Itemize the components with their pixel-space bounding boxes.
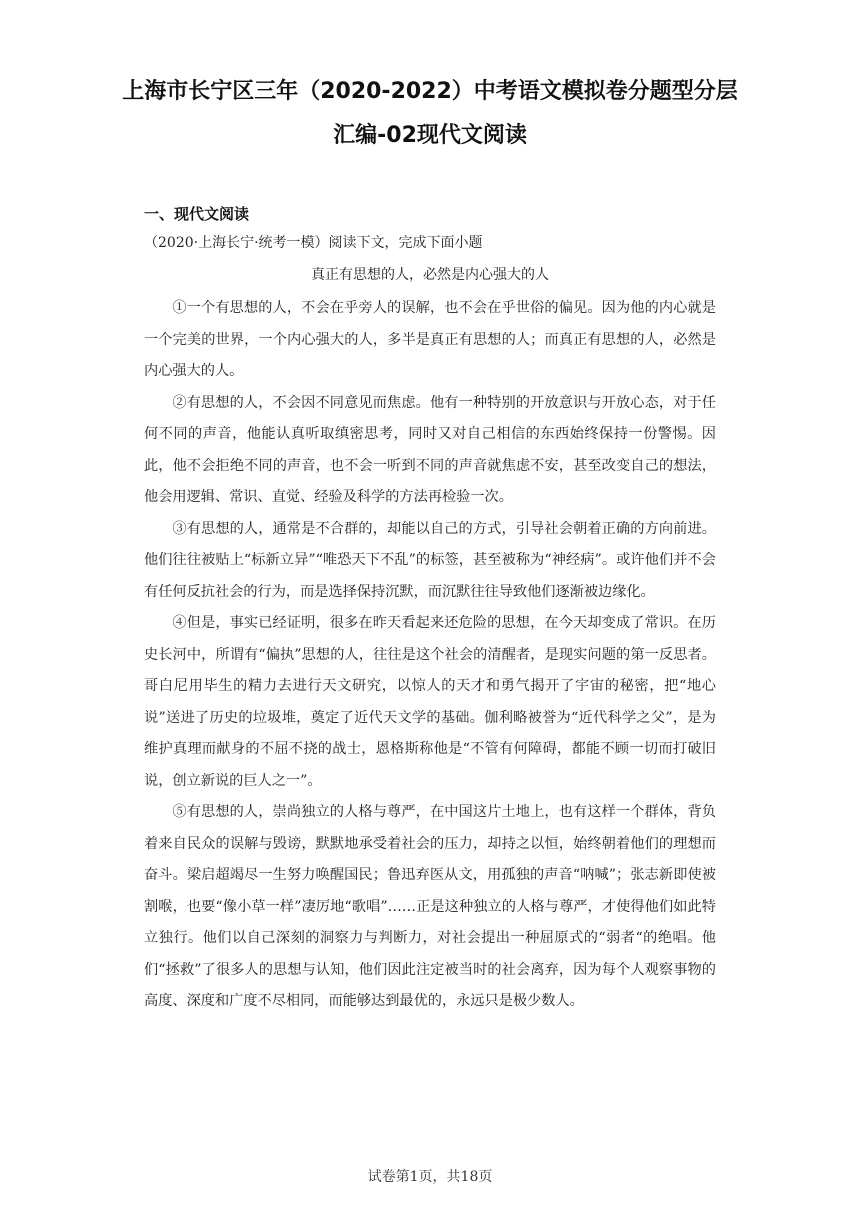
paragraph-3: ③有思想的人，通常是不合群的，却能以自己的方式，引导社会朝着正确的方向前进。他们往往被贴上“标新立异”“唯恐天下不乱”的标签，甚至被称为“神经病”。或许他们并不会有任何反抗社会的行为，而是选择保持沉默，而沉默往往导致他们逐渐被边缘化。 [144,520,716,600]
document-title-line1: 上海市长宁区三年（2020-2022）中考语文模拟卷分题型分层 [122,79,738,104]
paragraph-1: ①一个有思想的人，不会在乎旁人的误解，也不会在乎世俗的偏见。因为他的内心就是一个完美的世界，一个内心强大的人，多半是真正有思想的人；而真正有思想的人，必然是内心强大的人。 [144,300,716,379]
page-footer: 试卷第1页，共18页 [367,1169,493,1185]
question-source: （2020·上海长宁·统考一模）阅读下文，完成下面小题 [144,235,483,251]
article-body [144,293,716,1018]
document-title-line2: 汇编-02现代文阅读 [333,123,527,148]
section-heading: 一、现代文阅读 [144,205,250,223]
article-title: 真正有思想的人，必然是内心强大的人 [311,267,549,283]
paragraph-2: ②有思想的人，不会因不同意见而焦虑。他有一种特别的开放意识与开放心态，对于任何不同的声音，他能认真听取缜密思考，同时又对自己相信的东西始终保持一份警惕。因此，他不会拒绝不同的声音，也不会一听到不同的声音就焦虑不安，甚至改变自己的想法，他会用逻辑、常识、直觉、经验及科学的方法再检验一次。 [144,394,716,505]
paragraph-4: ④但是，事实已经证明，很多在昨天看起来还危险的思想，在今天却变成了常识。在历史长河中，所谓有“偏执”思想的人，往往是这个社会的清醒者，是现实问题的第一反思者。哥白尼用毕生的精力去进行天文研究，以惊人的天才和勇气揭开了宇宙的秘密，把“地心说”送进了历史的垃圾堆，奠定了近代天文学的基础。伽利略被誉为“近代科学之父”，是为维护真理而献身的不屈不挠的战士，恩格斯称他是“不管有何障碍，都能不顾一切而打破旧说，创立新说的巨人之一”。 [144,615,716,789]
paragraph-5: ⑤有思想的人，崇尚独立的人格与尊严，在中国这片土地上，也有这样一个群体，背负着来自民众的误解与毁谤，默默地承受着社会的压力，却持之以恒，始终朝着他们的理想而奋斗。梁启超竭尽一生努力唤醒国民；鲁迅弃医从文，用孤独的声音“呐喊”；张志新即使被割喉，也要“像小草一样”凄厉地“歌唱”……正是这种独立的人格与尊严，才使得他们如此特立独行。他们以自己深刻的洞察力与判断力，对社会提出一种屈原式的“弱者“的绝唱。他们“拯救”了很多人的思想与认知，他们因此注定被当时的社会离弃，因为每个人观察事物的高度、深度和广度不尽相同，而能够达到最优的，永远只是极少数人。 [144,804,716,1009]
